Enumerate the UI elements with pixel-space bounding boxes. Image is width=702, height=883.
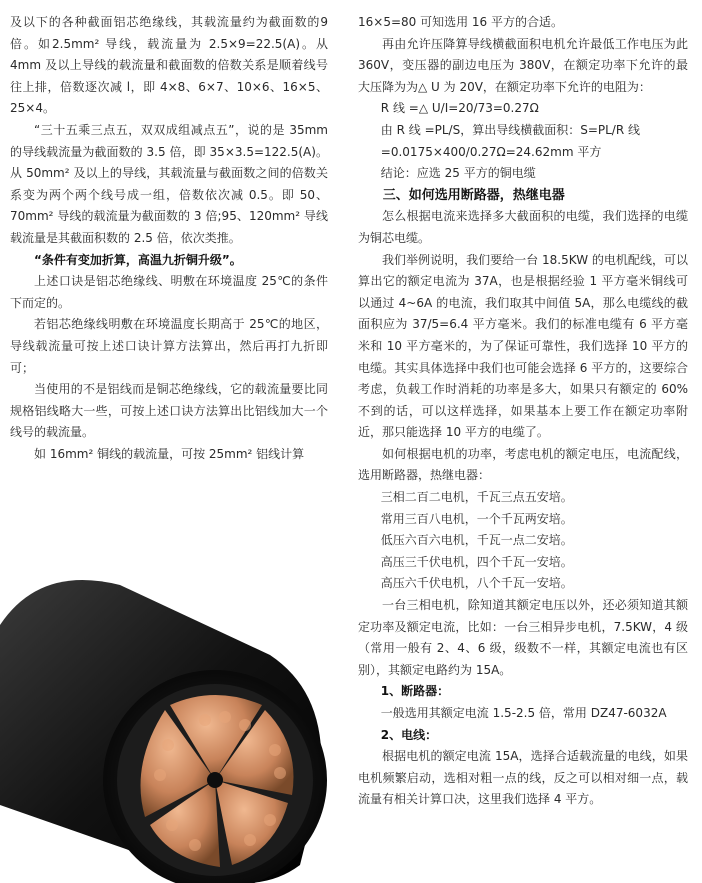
paragraph: 一台三相电机，除知道其额定电压以外，还必须知道其额定功率及额定电流，比如：一台三相异步电机，7.5KW，4 级（常用一般有 2、4、6 级，级数不一样，其额定电流也有区别），其额定电路约为 15A。: [358, 598, 688, 677]
paragraph: 一般选用其额定电流 1.5-2.5 倍，常用 DZ47-6032A: [380, 706, 667, 720]
rule-line: 高压六千伏电机，八个千瓦一安培。: [380, 576, 573, 591]
right-column: [358, 12, 688, 811]
conclusion-line: 结论：应选 25 平方的铜电缆: [380, 166, 536, 181]
subheading-wire: 2、电线：: [380, 727, 438, 742]
formula-line: 由 R 线 =PL/S，算出导线横截面积：S=PL/R 线: [380, 122, 641, 137]
paragraph: 我们举例说明，我们要给一台 18.5KW 的电机配线，可以算出它的额定电流为 37A，也是根据经验 1 平方毫米铜线可以通过 4~6A 的电流，我们取其中间值 5A，那么电缆线的截面积应为 37/5=6.4 平方毫米。我们的标准电缆有 6 平方毫米和 10 平方毫米的，为了保证可靠性，我们选择 10 平方的电缆。其实具体选择中我们也可能会选择 6 平方的，这要综合考虑，负载工作时消耗的功率是多大，如果只有额定的 60% 不到的话，可以这样选择，如果基本上要工作在额定功率附近，那只能选择 10 平方的电缆了。: [358, 252, 688, 440]
subheading-breaker: 1、断路器：: [380, 684, 450, 699]
paragraph: 当使用的不是铝线而是铜芯绝缘线，它的载流量要比同规格铝线略大一些，可按上述口诀方法算出比铝线加大一个线号的载流量。: [10, 382, 328, 440]
left-column: [10, 12, 328, 465]
paragraph: 根据电机的额定电流 15A，选择合适载流量的电线，如果电机频繁启动，选相对粗一点的线，反之可以相对细一点，载流量有相关计算口决，这里我们选择 4 平方。: [358, 749, 688, 807]
section-heading: 三、如何选用断路器，热继电器: [382, 187, 565, 203]
rule-line: 高压三千伏电机，四个千瓦一安培。: [380, 554, 573, 569]
formula-line: =0.0175×400/0.27Ω=24.62mm 平方: [380, 144, 602, 159]
paragraph: 如何根据电机的功率，考虑电机的额定电压，电流配线，选用断路器，热继电器：: [358, 446, 688, 483]
formula-line: R 线 =△ U/I=20/73=0.27Ω: [380, 101, 539, 116]
cable-photo: [0, 505, 342, 883]
rule-line: 低压六百六电机，千瓦一点二安培。: [380, 533, 573, 548]
paragraph: 怎么根据电流来选择多大截面积的电缆，我们选择的电缆为铜芯电缆。: [358, 209, 688, 245]
paragraph: “三十五乘三点五，双双成组减点五”，说的是 35mm 的导线载流量为截面数的 3.5 倍，即 35×3.5=122.5(A)。从 50mm² 及以上的导线，其载流量与截面数之间的倍数关系变为两个两个线号成一组，倍数依次减 0.5。即 50、70mm² 导线的载流量为截面数的 3 倍;95、120mm² 导线载流量是其截面积数的 2.5 倍，依次类推。: [10, 122, 328, 245]
cable-illustration: [0, 505, 342, 883]
paragraph: 如 16mm² 铜线的载流量，可按 25mm² 铝线计算: [34, 446, 305, 461]
rule-line: 三相二百二电机，千瓦三点五安培。: [380, 490, 573, 505]
paragraph: 上述口诀是铝芯绝缘线、明敷在环境温度 25℃的条件下而定的。: [10, 274, 328, 310]
paragraph: 再由允许压降算导线横截面积电机允许最低工作电压为此 360V，变压器的副边电压为 380V，在额定功率下允许的最大压降为为△ U 为 20V，在额定功率下允许的电阻为：: [358, 36, 688, 94]
rule-line: 常用三百八电机，一个千瓦两安培。: [380, 511, 573, 526]
paragraph: 16×5=80 可知选用 16 平方的合适。: [358, 15, 563, 29]
rule-highlight: “条件有变加折算，高温九折铜升级”。: [34, 252, 242, 267]
paragraph: 若铝芯绝缘线明敷在环境温度长期高于 25℃的地区，导线载流量可按上述口诀计算方法算出，然后再打九折即可；: [10, 317, 328, 375]
paragraph: 及以下的各种截面铝芯绝缘线，其载流量约为截面数的9倍。如2.5mm² 导线，载流量为 2.5×9=22.5(A)。从4mm 及以上导线的载流量和截面数的倍数关系是顺着线号往上排，倍数逐次减 l，即 4×8、6×7、10×6、16×5、25×4。: [10, 15, 328, 116]
